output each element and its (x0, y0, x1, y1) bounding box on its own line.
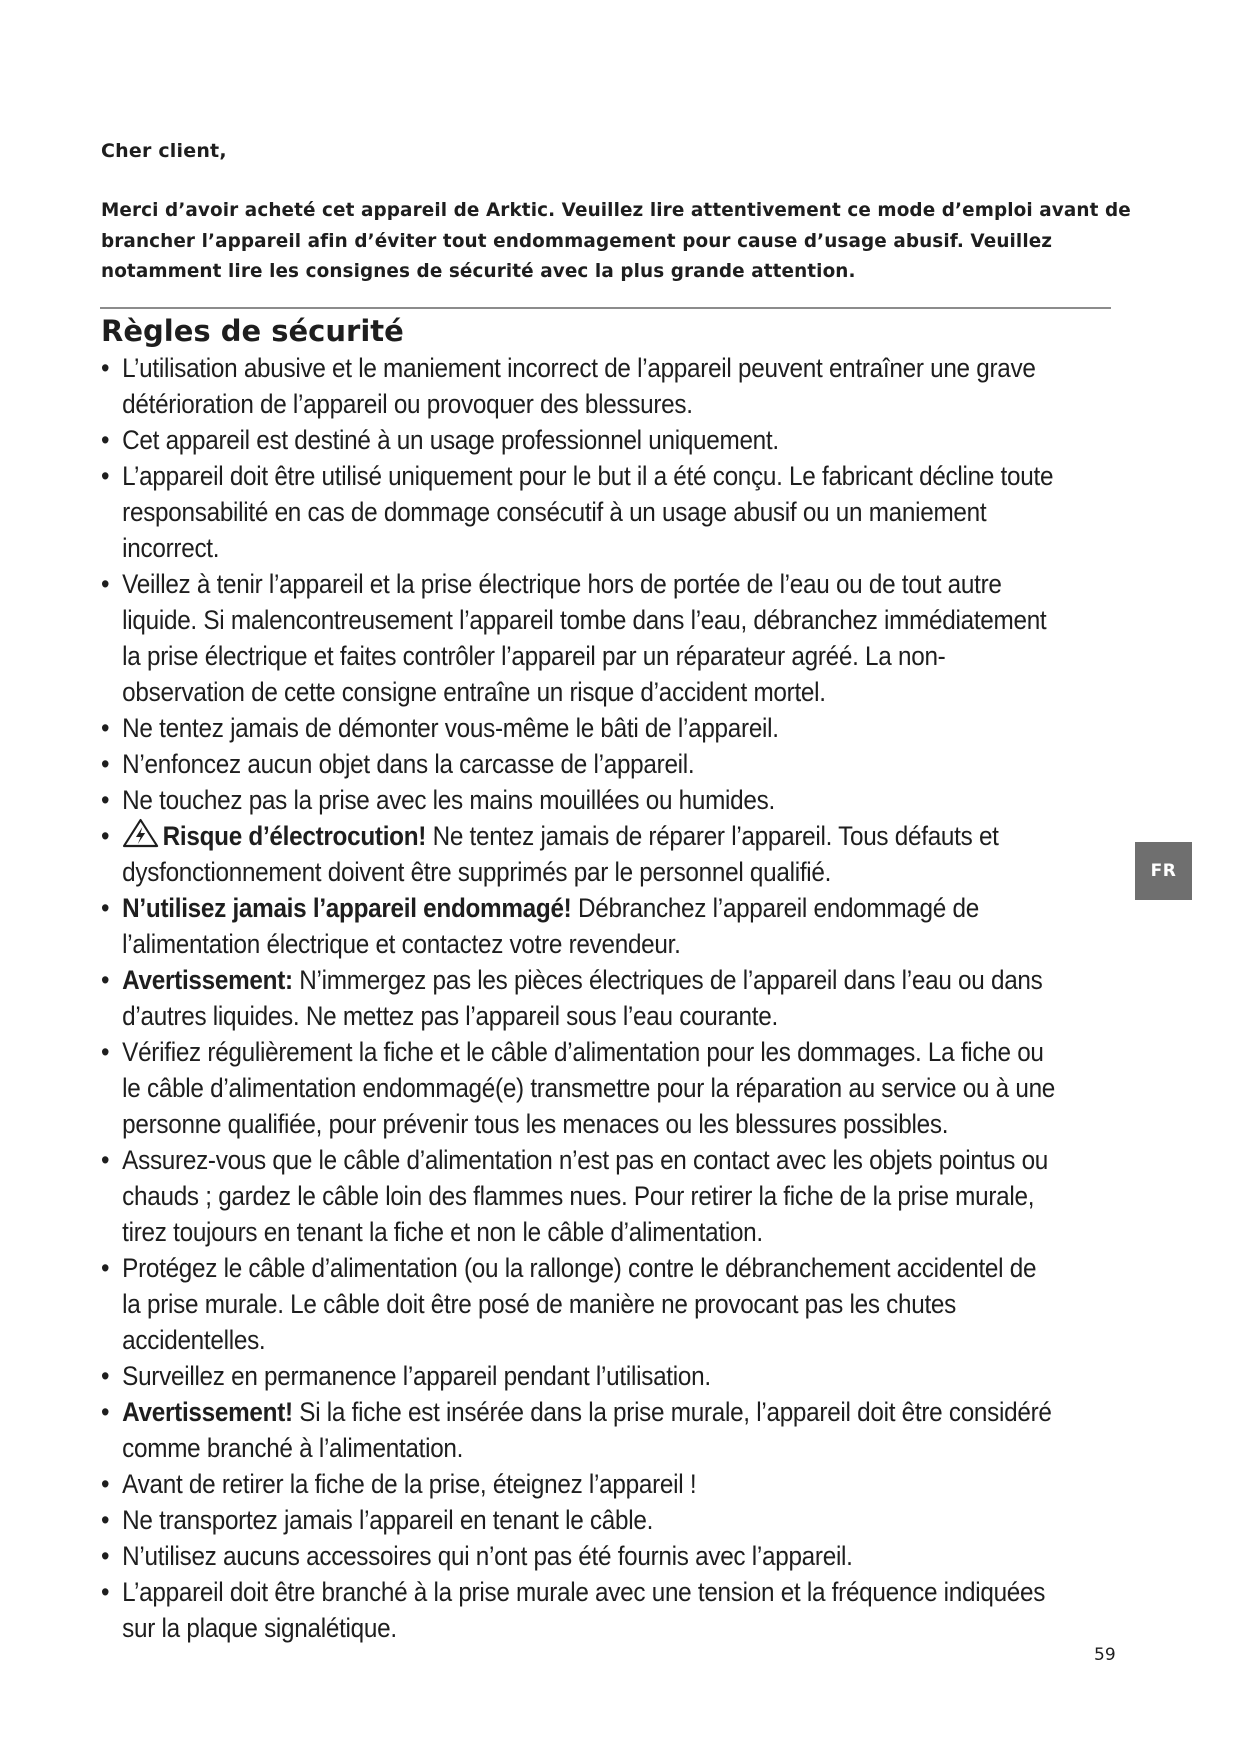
rule-text: N’enfoncez aucun objet dans la carcasse de l’appareil. (122, 749, 695, 779)
list-item: • Avant de retirer la fiche de la prise, éteignez l’appareil ! (101, 1469, 697, 1499)
rule-text: Débranchez l’appareil endommagé de l’alimentation électrique et contactez votre revendeur. (122, 893, 979, 959)
intro-paragraph: Merci d’avoir acheté cet appareil de Arktic. Veuillez lire attentivement ce mode d’emploi avant de brancher l’appareil afin d’éviter tout endommagement pour cause d’usage abusif. Veuillez notamment lire les consignes de sécurité avec la plus grande attention. (101, 200, 1131, 282)
list-item: • L’utilisation abusive et le maniement incorrect de l’appareil peuvent entraîner une grave détérioration de l’appareil ou provoquer des blessures. (101, 353, 1036, 419)
list-item: • N’utilisez jamais l’appareil endommagé! Débranchez l’appareil endommagé de l’alimentation électrique et contactez votre revendeur. (101, 893, 979, 959)
rule-text: N’immergez pas les pièces électriques de l’appareil dans l’eau ou dans d’autres liquides. Ne mettez pas l’appareil sous l’eau courante. (122, 965, 1043, 1031)
list-item: • Risque d’électrocution! Ne tentez jamais de réparer l’appareil. Tous défauts et dysfonctionnement doivent être supprimés par le personnel qualifié. (101, 818, 1058, 890)
rule-text: Avant de retirer la fiche de la prise, éteignez l’appareil ! (122, 1469, 697, 1499)
list-item: • N’utilisez aucuns accessoires qui n’ont pas été fournis avec l’appareil. (101, 1541, 853, 1571)
list-item: • Ne tentez jamais de démonter vous-même le bâti de l’appareil. (101, 713, 779, 743)
section-title: Règles de sécurité (101, 314, 404, 348)
rule-text: Ne tentez jamais de réparer l’appareil. Tous défauts et dysfonctionnement doivent être supprimés par le personnel qualifié. (122, 821, 999, 887)
list-item: • L’appareil doit être branché à la prise murale avec une tension et la fréquence indiquées sur la plaque signalétique. (101, 1577, 1046, 1643)
list-item: • Ne transportez jamais l’appareil en tenant le câble. (101, 1505, 654, 1535)
list-item: • Avertissement! Si la fiche est insérée dans la prise murale, l’appareil doit être considéré comme branché à l’alimentation. (101, 1397, 1052, 1463)
electric-hazard-warning-icon (122, 818, 159, 848)
list-item: • Assurez-vous que le câble d’alimentation n’est pas en contact avec les objets pointus ou chauds ; gardez le câble loin des flammes nues. Pour retirer la fiche de la prise murale, tirez toujours en tenant la fiche et non le câble d’alimentation. (101, 1145, 1049, 1247)
rule-emphasis: N’utilisez jamais l’appareil endommagé! (122, 893, 572, 923)
rule-text: Ne touchez pas la prise avec les mains mouillées ou humides. (122, 785, 775, 815)
rule-text: Cet appareil est destiné à un usage professionnel uniquement. (122, 425, 779, 455)
rule-text: L’appareil doit être utilisé uniquement pour le but il a été conçu. Le fabricant décline toute responsabilité en cas de dommage consécutif à un usage abusif ou un maniement incorrect. (122, 461, 1054, 563)
list-item: • L’appareil doit être utilisé uniquement pour le but il a été conçu. Le fabricant décline toute responsabilité en cas de dommage consécutif à un usage abusif ou un maniement incorrect. (101, 461, 1054, 563)
rule-text: L’utilisation abusive et le maniement incorrect de l’appareil peuvent entraîner une grave détérioration de l’appareil ou provoquer des blessures. (122, 353, 1036, 419)
greeting: Cher client, (101, 140, 227, 162)
list-item: • Protégez le câble d’alimentation (ou la rallonge) contre le débranchement accidentel de la prise murale. Le câble doit être posé de manière ne provocant pas les chutes accidentelles. (101, 1253, 1037, 1355)
safety-rules-list (101, 350, 1058, 1646)
rule-text: Ne transportez jamais l’appareil en tenant le câble. (122, 1505, 654, 1535)
rule-emphasis: Avertissement: (122, 965, 293, 995)
list-item: • Ne touchez pas la prise avec les mains mouillées ou humides. (101, 785, 775, 815)
rule-text: Protégez le câble d’alimentation (ou la rallonge) contre le débranchement accidentel de la prise murale. Le câble doit être posé de manière ne provocant pas les chutes accidentelles. (122, 1253, 1037, 1355)
rule-text: Si la fiche est insérée dans la prise murale, l’appareil doit être considéré comme branché à l’alimentation. (122, 1397, 1052, 1463)
list-item: • Cet appareil est destiné à un usage professionnel uniquement. (101, 425, 779, 455)
list-item: • Vérifiez régulièrement la fiche et le câble d’alimentation pour les dommages. La fiche ou le câble d’alimentation endommagé(e) transmettre pour la réparation au service ou à une personne qualifiée, pour prévenir tous les menaces ou les blessures possibles. (101, 1037, 1056, 1139)
rule-text: Surveillez en permanence l’appareil pendant l’utilisation. (122, 1361, 711, 1391)
rule-text: N’utilisez aucuns accessoires qui n’ont pas été fournis avec l’appareil. (122, 1541, 853, 1571)
list-item: • Veillez à tenir l’appareil et la prise électrique hors de portée de l’eau ou de tout autre liquide. Si malencontreusement l’appareil tombe dans l’eau, débranchez immédiatement la prise électrique et faites contrôler l’appareil par un réparateur agréé. La non-observation de cette consigne entraîne un risque d’accident mortel. (101, 569, 1047, 707)
rule-emphasis: Risque d’électrocution! (162, 821, 427, 851)
rule-text: Ne tentez jamais de démonter vous-même le bâti de l’appareil. (122, 713, 779, 743)
list-item: • Surveillez en permanence l’appareil pendant l’utilisation. (101, 1361, 711, 1391)
language-tab: FR (1135, 842, 1192, 900)
rule-emphasis: Avertissement! (122, 1397, 293, 1427)
list-item: • N’enfoncez aucun objet dans la carcasse de l’appareil. (101, 749, 695, 779)
rule-text: Veillez à tenir l’appareil et la prise électrique hors de portée de l’eau ou de tout autre liquide. Si malencontreusement l’appareil tombe dans l’eau, débranchez immédiatement la prise électrique et faites contrôler l’appareil par un réparateur agréé. La non-observation de cette consigne entraîne un risque d’accident mortel. (122, 569, 1047, 707)
list-item: • Avertissement: N’immergez pas les pièces électriques de l’appareil dans l’eau ou dans d’autres liquides. Ne mettez pas l’appareil sous l’eau courante. (101, 965, 1043, 1031)
page-number: 59 (1094, 1645, 1116, 1665)
rule-text: Vérifiez régulièrement la fiche et le câble d’alimentation pour les dommages. La fiche ou le câble d’alimentation endommagé(e) transmettre pour la réparation au service ou à une personne qualifiée, pour prévenir tous les menaces ou les blessures possibles. (122, 1037, 1056, 1139)
rule-text: Assurez-vous que le câble d’alimentation n’est pas en contact avec les objets pointus ou chauds ; gardez le câble loin des flammes nues. Pour retirer la fiche de la prise murale, tirez toujours en tenant la fiche et non le câble d’alimentation. (122, 1145, 1049, 1247)
section-divider (100, 307, 1111, 309)
rule-text: L’appareil doit être branché à la prise murale avec une tension et la fréquence indiquées sur la plaque signalétique. (122, 1577, 1046, 1643)
